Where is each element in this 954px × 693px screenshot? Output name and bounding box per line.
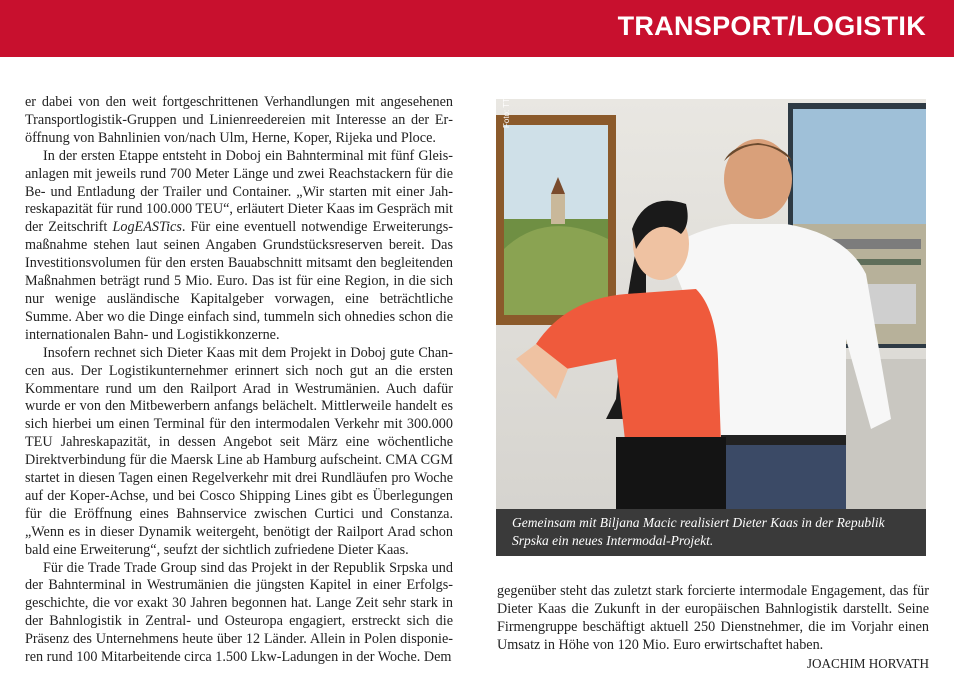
section-header-bar	[0, 0, 954, 57]
photo-credit: Foto: TTG	[502, 91, 511, 128]
magazine-name: LogEASTics	[112, 219, 182, 236]
paragraph-text: . Für eine eventuell notwendige Erweiterungsmaßnahme stehen laut seinen Angaben Grundstücksreserven bereit. Das Investitionsvolumen für den ersten Bauabschnitt mitsamt den begleitenden Maßnahmen beträgt rund 5 Mio. Euro. Das ist für eine Region, in die sich nur wenige ausländische Kapitalgeber vorwagen, eine beträchtliche Summe. Aber wo die Dinge einfach sind, tummeln sich ohnedies schon die internationalen Bahn- und Logistikkonzerne.	[25, 219, 453, 343]
article-paragraph: er dabei von den weit fortgeschrittenen Verhandlungen mit angesehenen Transportlogistik-Gruppen und Linienreedereien mit Interesse an der Eröffnung von Bahnlinien von/nach Ulm, Herne, Koper, Rijeka und Ploce.	[25, 94, 453, 146]
photo-caption-box	[496, 509, 926, 556]
article-paragraph	[25, 148, 453, 345]
article-paragraph: gegenüber steht das zuletzt stark forcierte intermodale Engagement, das für Dieter Kaas die Zukunft in der europäischen Bahnlogistik darstellt. Seine Firmengruppe beschäftigt aktuell 250 Dienstnehmer, die im Vorjahr einen Umsatz in Höhe von 120 Mio. Euro erwirtschaftet haben.	[497, 583, 929, 653]
paragraph-text: In der ersten Etappe entsteht in Doboj ein Bahnterminal mit fünf Gleisanlagen mit jeweils rund 700 Meter Länge und zwei Reachstackern für die Be- und Entladung der Trailer und Container. „Wir starten mit einer Jahreskapazität für rund 100.000 TEU“, erläutert Dieter Kaas im Gespräch mit der Zeitschrift	[25, 147, 453, 236]
author-byline: JOACHIM HORVATH	[806, 655, 929, 671]
article-paragraph: Für die Trade Trade Group sind das Projekt in der Republik Srpska und der Bahnterminal in Westrumänien die jüngsten Kapitel in einer Erfolgsgeschichte, die vor exakt 30 Jahren begonnen hat. Lange Zeit sehr stark in der Bahnlogistik in Zentral- und Osteuropa engagiert, erstreckt sich die Präsenz des Unternehmens heute über 12 Länder. Allein in Polen disponieren rund 100 Mitarbeitende circa 1.500 Lkw-Ladungen in der Woche. Dem	[25, 559, 453, 666]
photo-illustration	[496, 99, 926, 509]
section-title: TRANSPORT/LOGISTIK	[617, 11, 926, 41]
photo-caption: Gemeinsam mit Biljana Macic realisiert Dieter Kaas in der Republik Srpska ein neues Intermodal-Projekt.	[512, 515, 885, 548]
article-paragraph: Insofern rechnet sich Dieter Kaas mit dem Projekt in Doboj gute Chancen aus. Der Logistikunternehmer erinnert sich noch gut an die ersten Kommentare rund um den Railport Arad in Westrumänien. Auch dafür wurde er von den Mitbewerbern anfangs belächelt. Mittlerweile handelt es sich hierbei um einen Terminal für den intermodalen Verkehr mit 300.000 TEU Jahreskapazität, in dessen Angebot seit März eine wöchentliche Direktverbindung für die Maersk Line ab Hamburg aufscheint. CMA CGM startet in diesen Tagen einen Regelverkehr mit drei Rundläufen pro Woche auf der Koper-Achse, und bei Cosco Shipping Lines gibt es Überlegungen für die Eröffnung eines Bahnservice zwischen Curtici und Constanza. „Wenn es in dieser Dynamik weitergeht, benötigt der Railport Arad schon bald eine Erweiterung“, seufzt der sichtlich zufriedene Dieter Kaas.	[25, 344, 453, 558]
article-photo	[496, 99, 926, 509]
article-column-left	[25, 94, 453, 667]
article-column-right	[497, 583, 929, 673]
